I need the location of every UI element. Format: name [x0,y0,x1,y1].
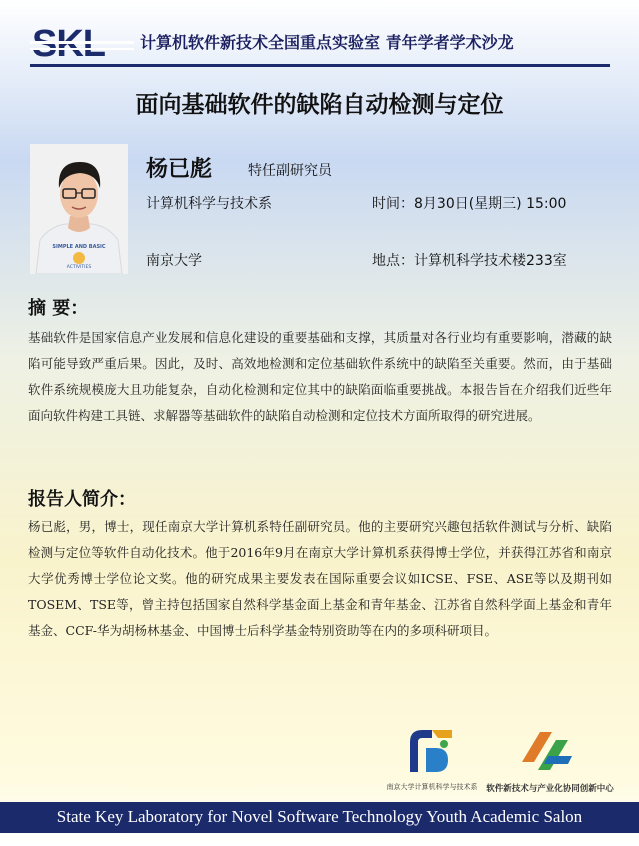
footer-text: State Key Laboratory for Novel Software Technology Youth Academic Salon [56,807,583,826]
bio-text: 杨已彪，男，博士，现任南京大学计算机系特任副研究员。他的主要研究兴趣包括软件测试与分析、缺陷检测与定位等软件自动化技术。他于2016年9月在南京大学计算机系获得博士学位，并获得江苏省和南京大学优秀博士学位论文奖。他的研究成果主要发表在国际重要会议如ICSE、FSE、ASE等以及期刊如TOSEM、TSE等，曾主持包括国家自然科学基金面上基金和青年基金、江苏省自然科学面上基金和青年基金、CCF-华为胡杨林基金、中国博士后科学基金特别资助等在内的多项科研项目。 [28,519,612,638]
speaker-photo [30,144,128,274]
bio-heading: 报告人简介： [28,489,136,510]
talk-location: 地点：计算机科学技术楼233室 [372,253,567,269]
skl-logo [30,24,134,64]
shirt-text-bottom: ACTIVITIES [66,265,92,270]
collaborative-innovation-center-caption: 软件新技术与产业化协同创新中心 [486,784,614,794]
collaborative-innovation-center-logo-icon [518,726,578,776]
speaker-department: 计算机科学与技术系 [146,196,272,212]
cs-department-caption: 南京大学计算机科学与技术系 [386,783,478,791]
abstract-text: 基础软件是国家信息产业发展和信息化建设的重要基础和支撑，其质量对各行业均有重要影响，潜藏的缺陷可能导致严重后果。因此，及时、高效地检测和定位基础软件系统中的缺陷至关重要。然而，由于基础软件系统规模庞大且功能复杂，自动化检测和定位其中的缺陷面临重要挑战。本报告旨在介绍我们近些年面向软件构建工具链、求解器等基础软件的缺陷自动检测和定位技术方面所取得的研究进展。 [28,330,612,423]
speaker-name: 杨已彪 [146,156,213,182]
abstract-heading: 摘 要： [28,298,89,319]
header-title: 计算机软件新技术全国重点实验室 青年学者学术沙龙 [140,33,514,52]
talk-title: 面向基础软件的缺陷自动检测与定位 [135,92,504,118]
cs-department-logo-icon [402,722,462,780]
speaker-university: 南京大学 [146,253,202,269]
shirt-text-top: SIMPLE AND BASIC [52,244,106,250]
speaker-position: 特任副研究员 [248,163,332,179]
header-divider [30,64,610,67]
speaker-portrait-image [30,144,128,274]
talk-time: 时间：8月30日(星期三) 15:00 [372,196,567,212]
